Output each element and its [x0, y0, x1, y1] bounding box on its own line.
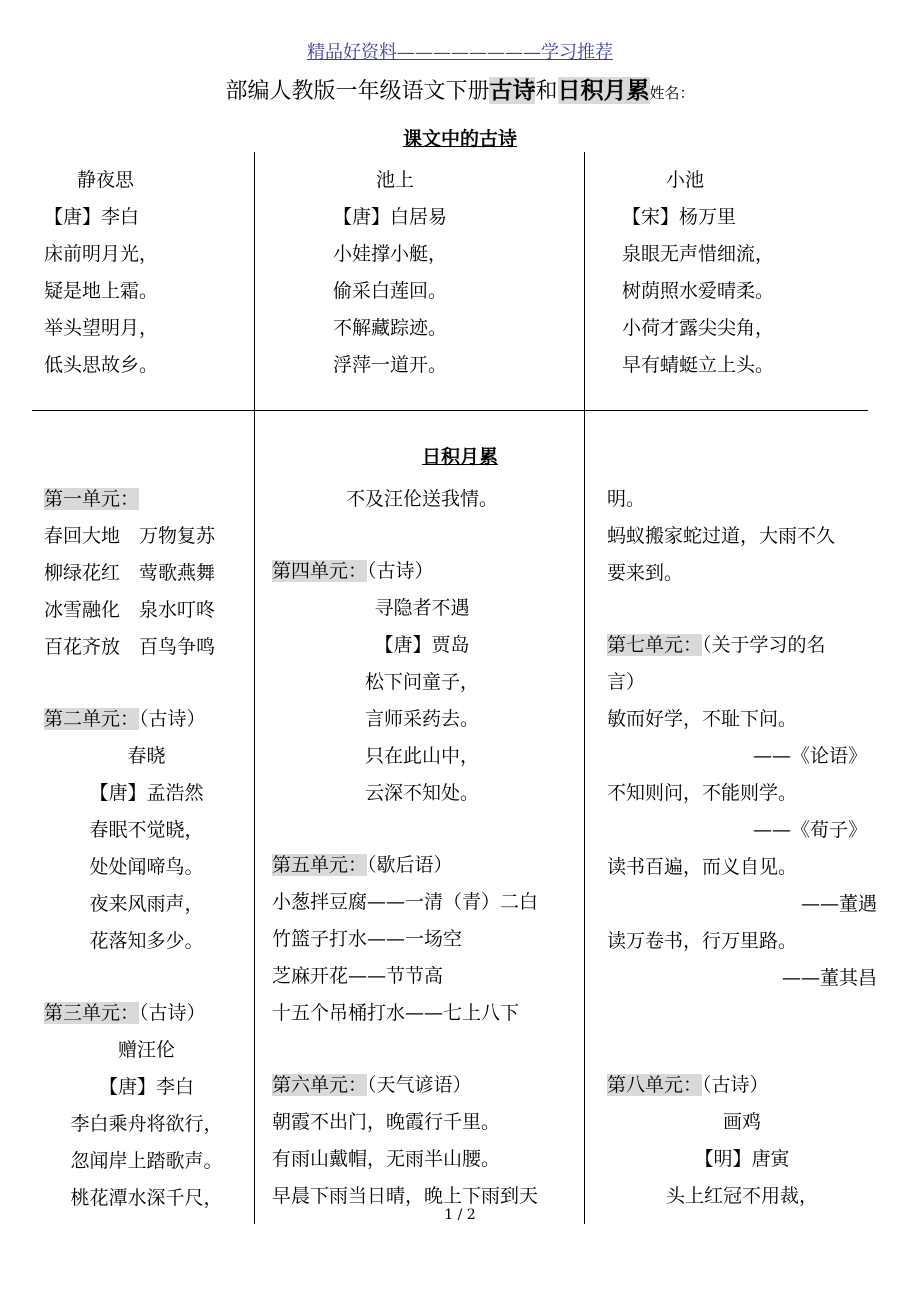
quote-text: 敏而好学，不耻下问。 — [607, 708, 798, 730]
quote-source: ——《荀子》 — [752, 819, 867, 841]
unit-8-note: （古诗） — [702, 1074, 769, 1096]
unit-4-note: （古诗） — [367, 560, 434, 582]
unit-3-note: （古诗） — [139, 1002, 206, 1024]
poem-line: 浮萍一道开。 — [333, 354, 448, 376]
poem-line: 小荷才露尖尖角， — [622, 317, 775, 339]
poem-line: 忽闻岸上踏歌声。 — [70, 1150, 223, 1172]
page-title — [0, 72, 920, 105]
header-link[interactable]: 精品好资料————————学习推荐 — [307, 42, 613, 63]
poem-line: 李白乘舟将欲行， — [70, 1113, 223, 1135]
poem-xiaochi — [622, 162, 862, 384]
poem-line: 早有蜻蜓立上头。 — [622, 354, 775, 376]
idiom-line: 百花齐放 百鸟争鸣 — [44, 636, 216, 658]
poem-author: 【宋】杨万里 — [622, 206, 737, 228]
poem-line: 低头思故乡。 — [44, 354, 159, 376]
idiom-line: 冰雪融化 泉水叮咚 — [44, 599, 216, 621]
column-2 — [272, 481, 572, 1215]
poem-line: 不及汪伦送我情。 — [345, 488, 498, 510]
poem-line: 举头望明月， — [44, 317, 159, 339]
unit-6-label: 第六单元： — [272, 1074, 368, 1096]
idiom-line: 春回大地 万物复苏 — [44, 525, 216, 547]
poem-line: 只在此山中， — [364, 745, 479, 767]
name-label: 姓名： — [649, 84, 695, 102]
poem-line: 小娃撑小艇， — [333, 243, 448, 265]
poem-line: 夜来风雨声， — [89, 893, 204, 915]
poem-author: 【唐】贾岛 — [374, 634, 470, 656]
unit-7-label: 第七单元： — [607, 634, 703, 656]
poem-author: 【唐】白居易 — [333, 206, 448, 228]
unit-8-label: 第八单元： — [607, 1074, 703, 1096]
poem-line: 处处闻啼鸟。 — [89, 856, 204, 878]
unit-7-note: （关于学习的名 — [702, 634, 826, 656]
column-divider-right — [584, 152, 585, 1224]
proverb-line: 蚂蚁搬家蛇过道，大雨不久 — [607, 525, 836, 547]
poem-line: 花落知多少。 — [89, 930, 204, 952]
poem-line: 不解藏踪迹。 — [333, 317, 448, 339]
unit-7-note-cont: 言） — [607, 671, 646, 693]
unit-2-note: （古诗） — [139, 708, 206, 730]
title-highlight-gushi: 古诗 — [489, 77, 536, 104]
poem-title: 赠汪伦 — [117, 1039, 175, 1061]
saying-line: 竹篮子打水——一场空 — [272, 928, 463, 950]
poem-author: 【唐】孟浩然 — [89, 782, 204, 804]
section-divider — [32, 410, 868, 411]
quote-source: ——董其昌 — [781, 967, 877, 989]
column-3 — [607, 481, 877, 1215]
title-highlight-rijiyuelei: 日积月累 — [557, 77, 650, 104]
proverb-line: 明。 — [607, 488, 646, 510]
poem-jingyesi — [44, 162, 244, 384]
poem-author: 【唐】李白 — [44, 206, 140, 228]
unit-4-label: 第四单元： — [272, 560, 368, 582]
saying-line: 小葱拌豆腐——一清（青）二白 — [272, 891, 539, 913]
quote-source: ——《论语》 — [752, 745, 867, 767]
poem-line: 桃花潭水深千尺， — [70, 1187, 223, 1209]
poem-title: 春晓 — [127, 745, 166, 767]
poem-chishang — [333, 162, 573, 384]
poem-title: 寻隐者不遇 — [374, 597, 470, 619]
proverb-line: 要来到。 — [607, 562, 684, 584]
poem-author: 【唐】李白 — [98, 1076, 194, 1098]
poem-title: 小池 — [666, 169, 705, 191]
poem-line: 春眠不觉晓， — [89, 819, 204, 841]
idiom-line: 柳绿花红 莺歌燕舞 — [44, 562, 216, 584]
unit-5-note: （歇后语） — [367, 854, 453, 876]
column-1 — [44, 481, 249, 1217]
section-title-poems: 课文中的古诗 — [402, 128, 517, 150]
saying-line: 芝麻开花——节节高 — [272, 965, 444, 987]
poem-line: 树荫照水爱晴柔。 — [622, 280, 775, 302]
proverb-line: 早晨下雨当日晴，晚上下雨到天 — [272, 1185, 539, 1207]
column-divider-left — [254, 152, 255, 1224]
poem-line: 言师采药去。 — [364, 708, 479, 730]
poem-title: 池上 — [376, 169, 415, 191]
unit-3-label: 第三单元： — [44, 1002, 140, 1024]
proverb-line: 有雨山戴帽，无雨半山腰。 — [272, 1148, 501, 1170]
poem-line: 偷采白莲回。 — [333, 280, 448, 302]
poem-line: 床前明月光， — [44, 243, 159, 265]
quote-text: 读万卷书，行万里路。 — [607, 930, 798, 952]
quote-source: ——董遇 — [800, 893, 877, 915]
unit-6-note: （天气谚语） — [367, 1074, 472, 1096]
poem-line: 泉眼无声惜细流， — [622, 243, 775, 265]
poem-author: 【明】唐寅 — [694, 1148, 790, 1170]
proverb-line: 朝霞不出门，晚霞行千里。 — [272, 1111, 501, 1133]
saying-line: 十五个吊桶打水——七上八下 — [272, 1002, 520, 1024]
title-mid: 和 — [535, 79, 558, 104]
unit-5-label: 第五单元： — [272, 854, 368, 876]
poem-line: 头上红冠不用裁， — [665, 1185, 818, 1207]
poem-line: 疑是地上霜。 — [44, 280, 159, 302]
section-title-rijiyuelei: 日积月累 — [421, 446, 498, 468]
quote-text: 读书百遍，而义自见。 — [607, 856, 798, 878]
quote-text: 不知则问，不能则学。 — [607, 782, 798, 804]
poem-title: 静夜思 — [77, 169, 135, 191]
page-number: 1 / 2 — [444, 1207, 476, 1223]
poem-line: 松下问童子， — [364, 671, 479, 693]
unit-1-label: 第一单元： — [44, 488, 140, 510]
poem-line: 云深不知处。 — [364, 782, 479, 804]
unit-2-label: 第二单元： — [44, 708, 140, 730]
poem-title: 画鸡 — [722, 1111, 761, 1133]
title-part1: 部编人教版一年级语文下册 — [225, 79, 490, 104]
